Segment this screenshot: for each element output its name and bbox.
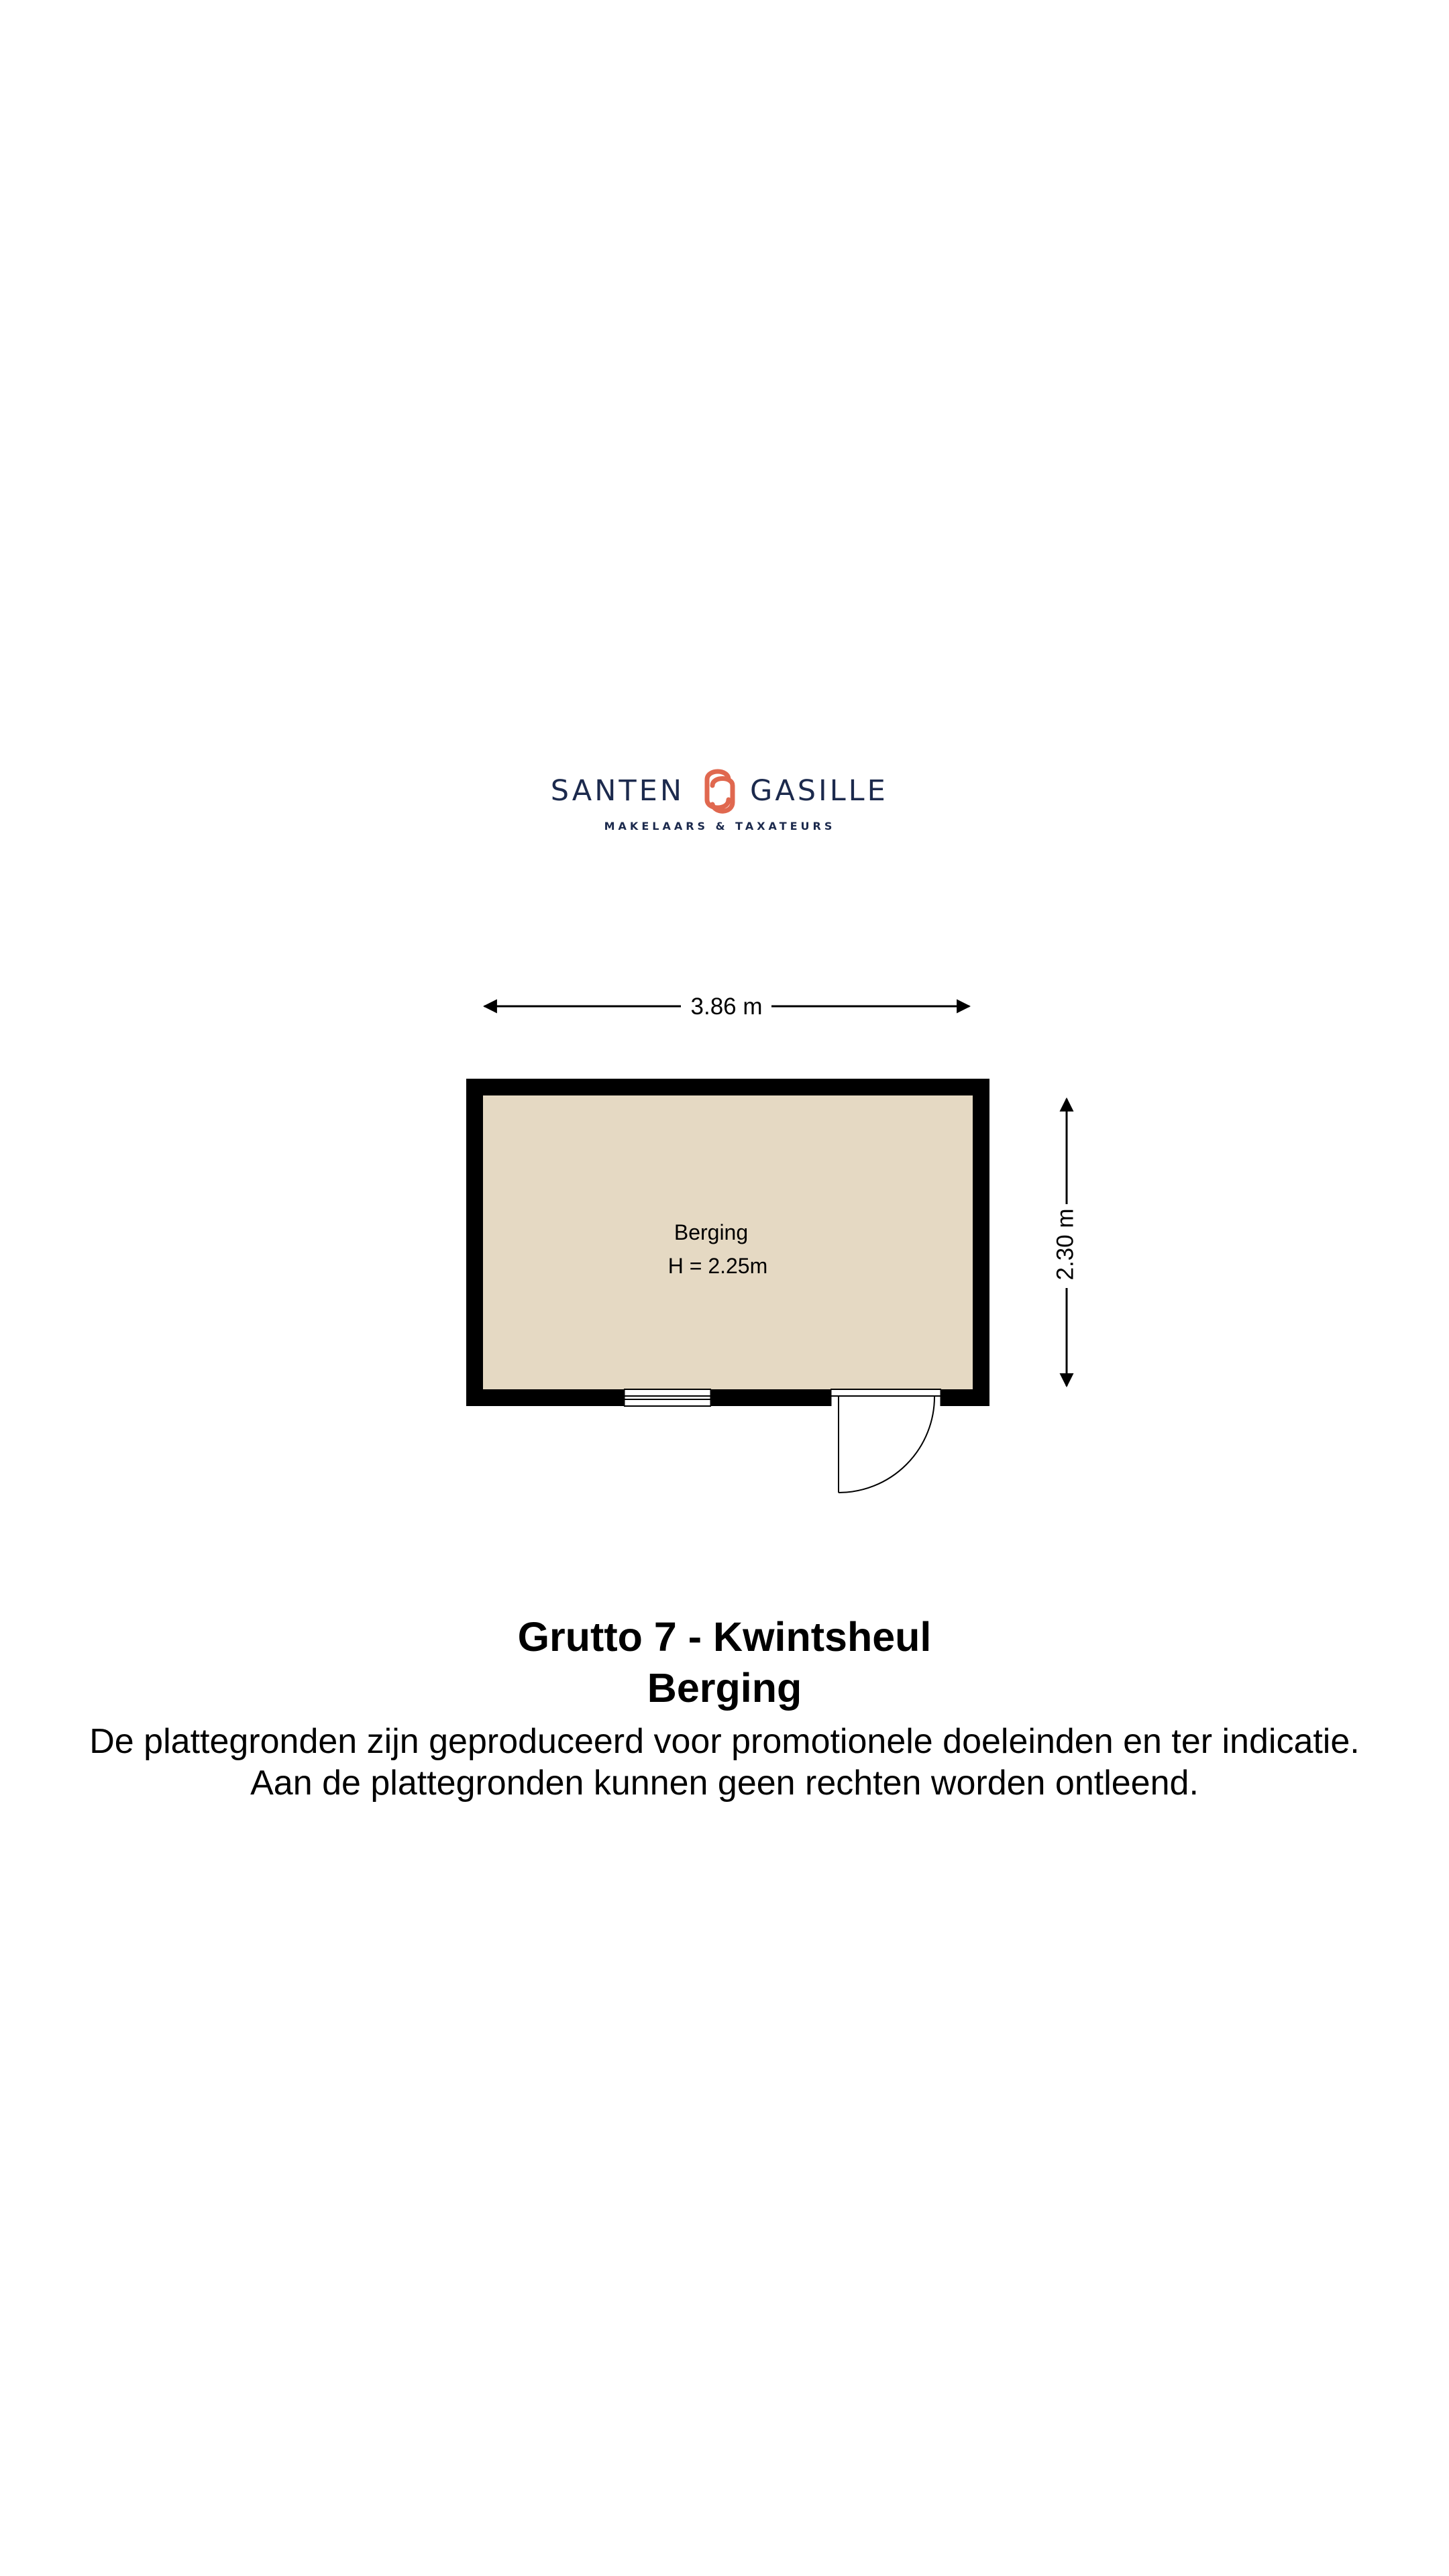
disclaimer-line-1: De plattegronden zijn geproduceerd voor promotionele doeleinden en ter indicatie. [89,1722,1360,1761]
door-swing-arc [839,1397,934,1493]
company-logo [551,771,888,833]
height-dimension-label: 2.30 m [1052,1208,1079,1281]
room-ceiling-height-label: H = 2.25m [667,1254,768,1278]
logo-mark-icon [707,771,733,811]
width-dimension-label: 3.86 m [690,994,763,1020]
door [830,1389,941,1493]
room-name-label: Berging [674,1220,749,1244]
disclaimer-line-2: Aan de plattegronden kunnen geen rechten worden ontleend. [250,1764,1199,1803]
logo-brand-right: GASILLE [750,774,888,808]
width-dimension [484,994,969,1020]
height-dimension [1052,1099,1078,1386]
logo-brand-left: SANTEN [550,774,684,808]
logo-tagline: MAKELAARS & TAXATEURS [604,820,836,833]
floor-name-title: Berging [647,1665,802,1711]
address-title: Grutto 7 - Kwintsheul [517,1614,932,1660]
window [624,1389,711,1406]
